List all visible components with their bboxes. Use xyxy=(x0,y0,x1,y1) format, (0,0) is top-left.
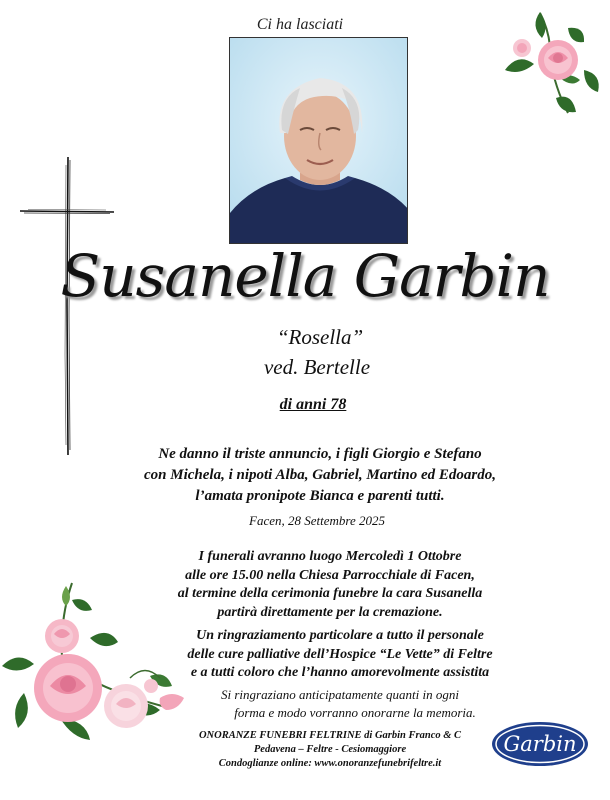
married-name: ved. Bertelle xyxy=(263,355,371,379)
portrait-photo xyxy=(229,37,408,244)
header-text: Ci ha lasciati xyxy=(256,16,344,33)
thanks-line: e a tutti coloro che l’hanno amorevolmente assistita xyxy=(190,665,490,680)
thanks-line: Un ringraziamento particolare a tutto il personale xyxy=(196,628,484,643)
footer-line: Condoglianze online: www.onoranzefunebrifeltre.it xyxy=(218,758,442,769)
rose-icon xyxy=(0,578,195,753)
thanks-line: delle cure palliative dell’Hospice “Le Vette” di Feltre xyxy=(187,646,493,662)
portrait-illustration xyxy=(230,38,408,244)
announcement-line: con Michela, i nipoti Alba, Gabriel, Martino ed Edoardo, xyxy=(144,467,496,483)
funeral-line: alle ore 15.00 nella Chiesa Parrocchiale di Facen, xyxy=(185,567,475,583)
nickname: “Rosella” xyxy=(276,325,364,349)
logo-text: Garbin xyxy=(503,732,577,756)
age: di anni 78 xyxy=(279,396,347,413)
pre-thanks xyxy=(160,686,520,722)
garbin-logo xyxy=(490,719,590,769)
announcement xyxy=(80,444,560,507)
funeral-info xyxy=(140,548,520,622)
funeral-line: partirà direttamente per la cremazione. xyxy=(217,604,443,620)
footer-line: ONORANZE FUNEBRI FELTRINE di Garbin Franco & C xyxy=(198,730,462,741)
funeral-line: al termine della cerimonia funebre la cara Susanella xyxy=(177,586,483,601)
announcement-line: Ne danno il triste annuncio, i figli Giorgio e Stefano xyxy=(158,446,482,462)
deceased-name: Susanella Garbin xyxy=(60,242,550,310)
announcement-line: l’amata pronipote Bianca e parenti tutti. xyxy=(195,488,445,504)
pre-thanks-line: forma e modo vorranno onorarne la memoria. xyxy=(234,705,476,720)
thanks xyxy=(160,627,520,683)
pre-thanks-line: Si ringraziano anticipatamente quanti in ogni xyxy=(221,687,459,702)
funeral-line: I funerali avranno luogo Mercoledì 1 Ottobre xyxy=(198,549,462,564)
footer xyxy=(180,729,480,771)
date-line: Facen, 28 Settembre 2025 xyxy=(249,513,385,528)
footer-line: Pedavena – Feltre - Cesiomaggiore xyxy=(253,744,407,755)
rose-icon xyxy=(500,8,605,123)
